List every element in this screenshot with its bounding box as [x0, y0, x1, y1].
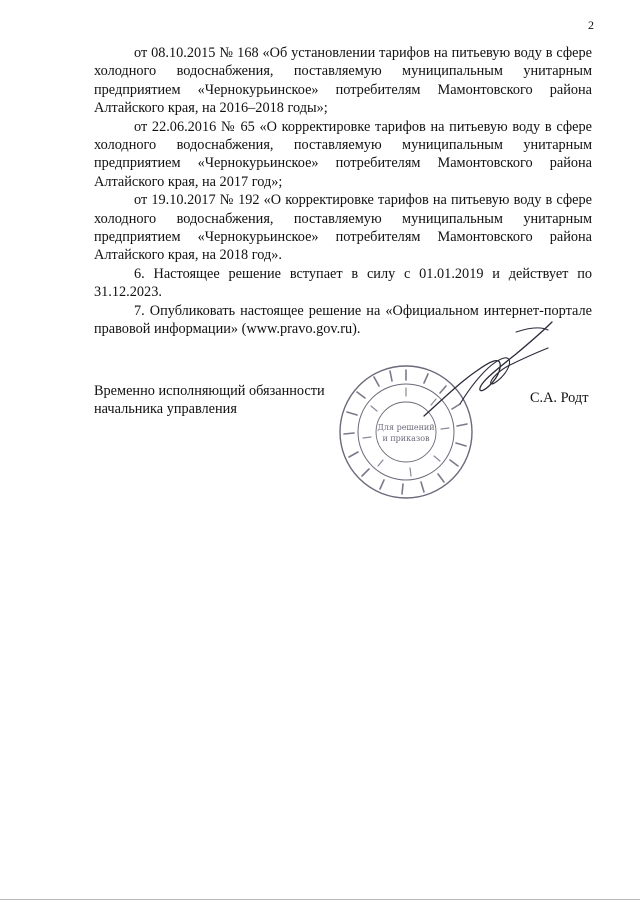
page-number: 2	[588, 18, 594, 32]
paragraph-item-7: 7. Опубликовать настоящее решение на «Официальном интернет-портале правовой информации» (www.pravo.gov.ru).	[94, 302, 592, 338]
paragraph-resolution-192: от 19.10.2017 № 192 «О корректировке тарифов на питьевую воду в сфере холодного водоснабжения, поставляемую муниципальным унитарным предприятием «Чернокурьинское» потребителям Мамонтовского района Алтайского края, на 2018 год».	[94, 192, 592, 264]
paragraph-item-6: 6. Настоящее решение вступает в силу с 01.01.2019 и действует по 31.12.2023.	[94, 265, 592, 301]
signatory-name: С.А. Родт	[530, 390, 589, 406]
signatory-position	[94, 382, 325, 419]
seal-center-line-2: и приказов	[382, 434, 430, 443]
paragraph-resolution-65: от 22.06.2016 № 65 «О корректировке тарифов на питьевую воду в сфере холодного водоснабжения, поставляемую муниципальным унитарным предприятием «Чернокурьинское» потребителям Мамонтовского района Алтайского края, на 2017 год»;	[94, 118, 592, 190]
seal-center-line-1: Для решений	[377, 423, 435, 432]
document-body	[94, 44, 592, 339]
paragraph-resolution-168: от 08.10.2015 № 168 «Об установлении тарифов на питьевую воду в сфере холодного водоснабжения, поставляемую муниципальным унитарным предприятием «Чернокурьинское» потребителям Мамонтовского района Алтайского края, на 2016–2018 годы»;	[94, 45, 592, 117]
signatory-position-line-2: начальника управления	[94, 401, 237, 418]
signatory-position-line-1: Временно исполняющий обязанности	[94, 383, 325, 399]
scan-bottom-edge	[0, 899, 640, 900]
